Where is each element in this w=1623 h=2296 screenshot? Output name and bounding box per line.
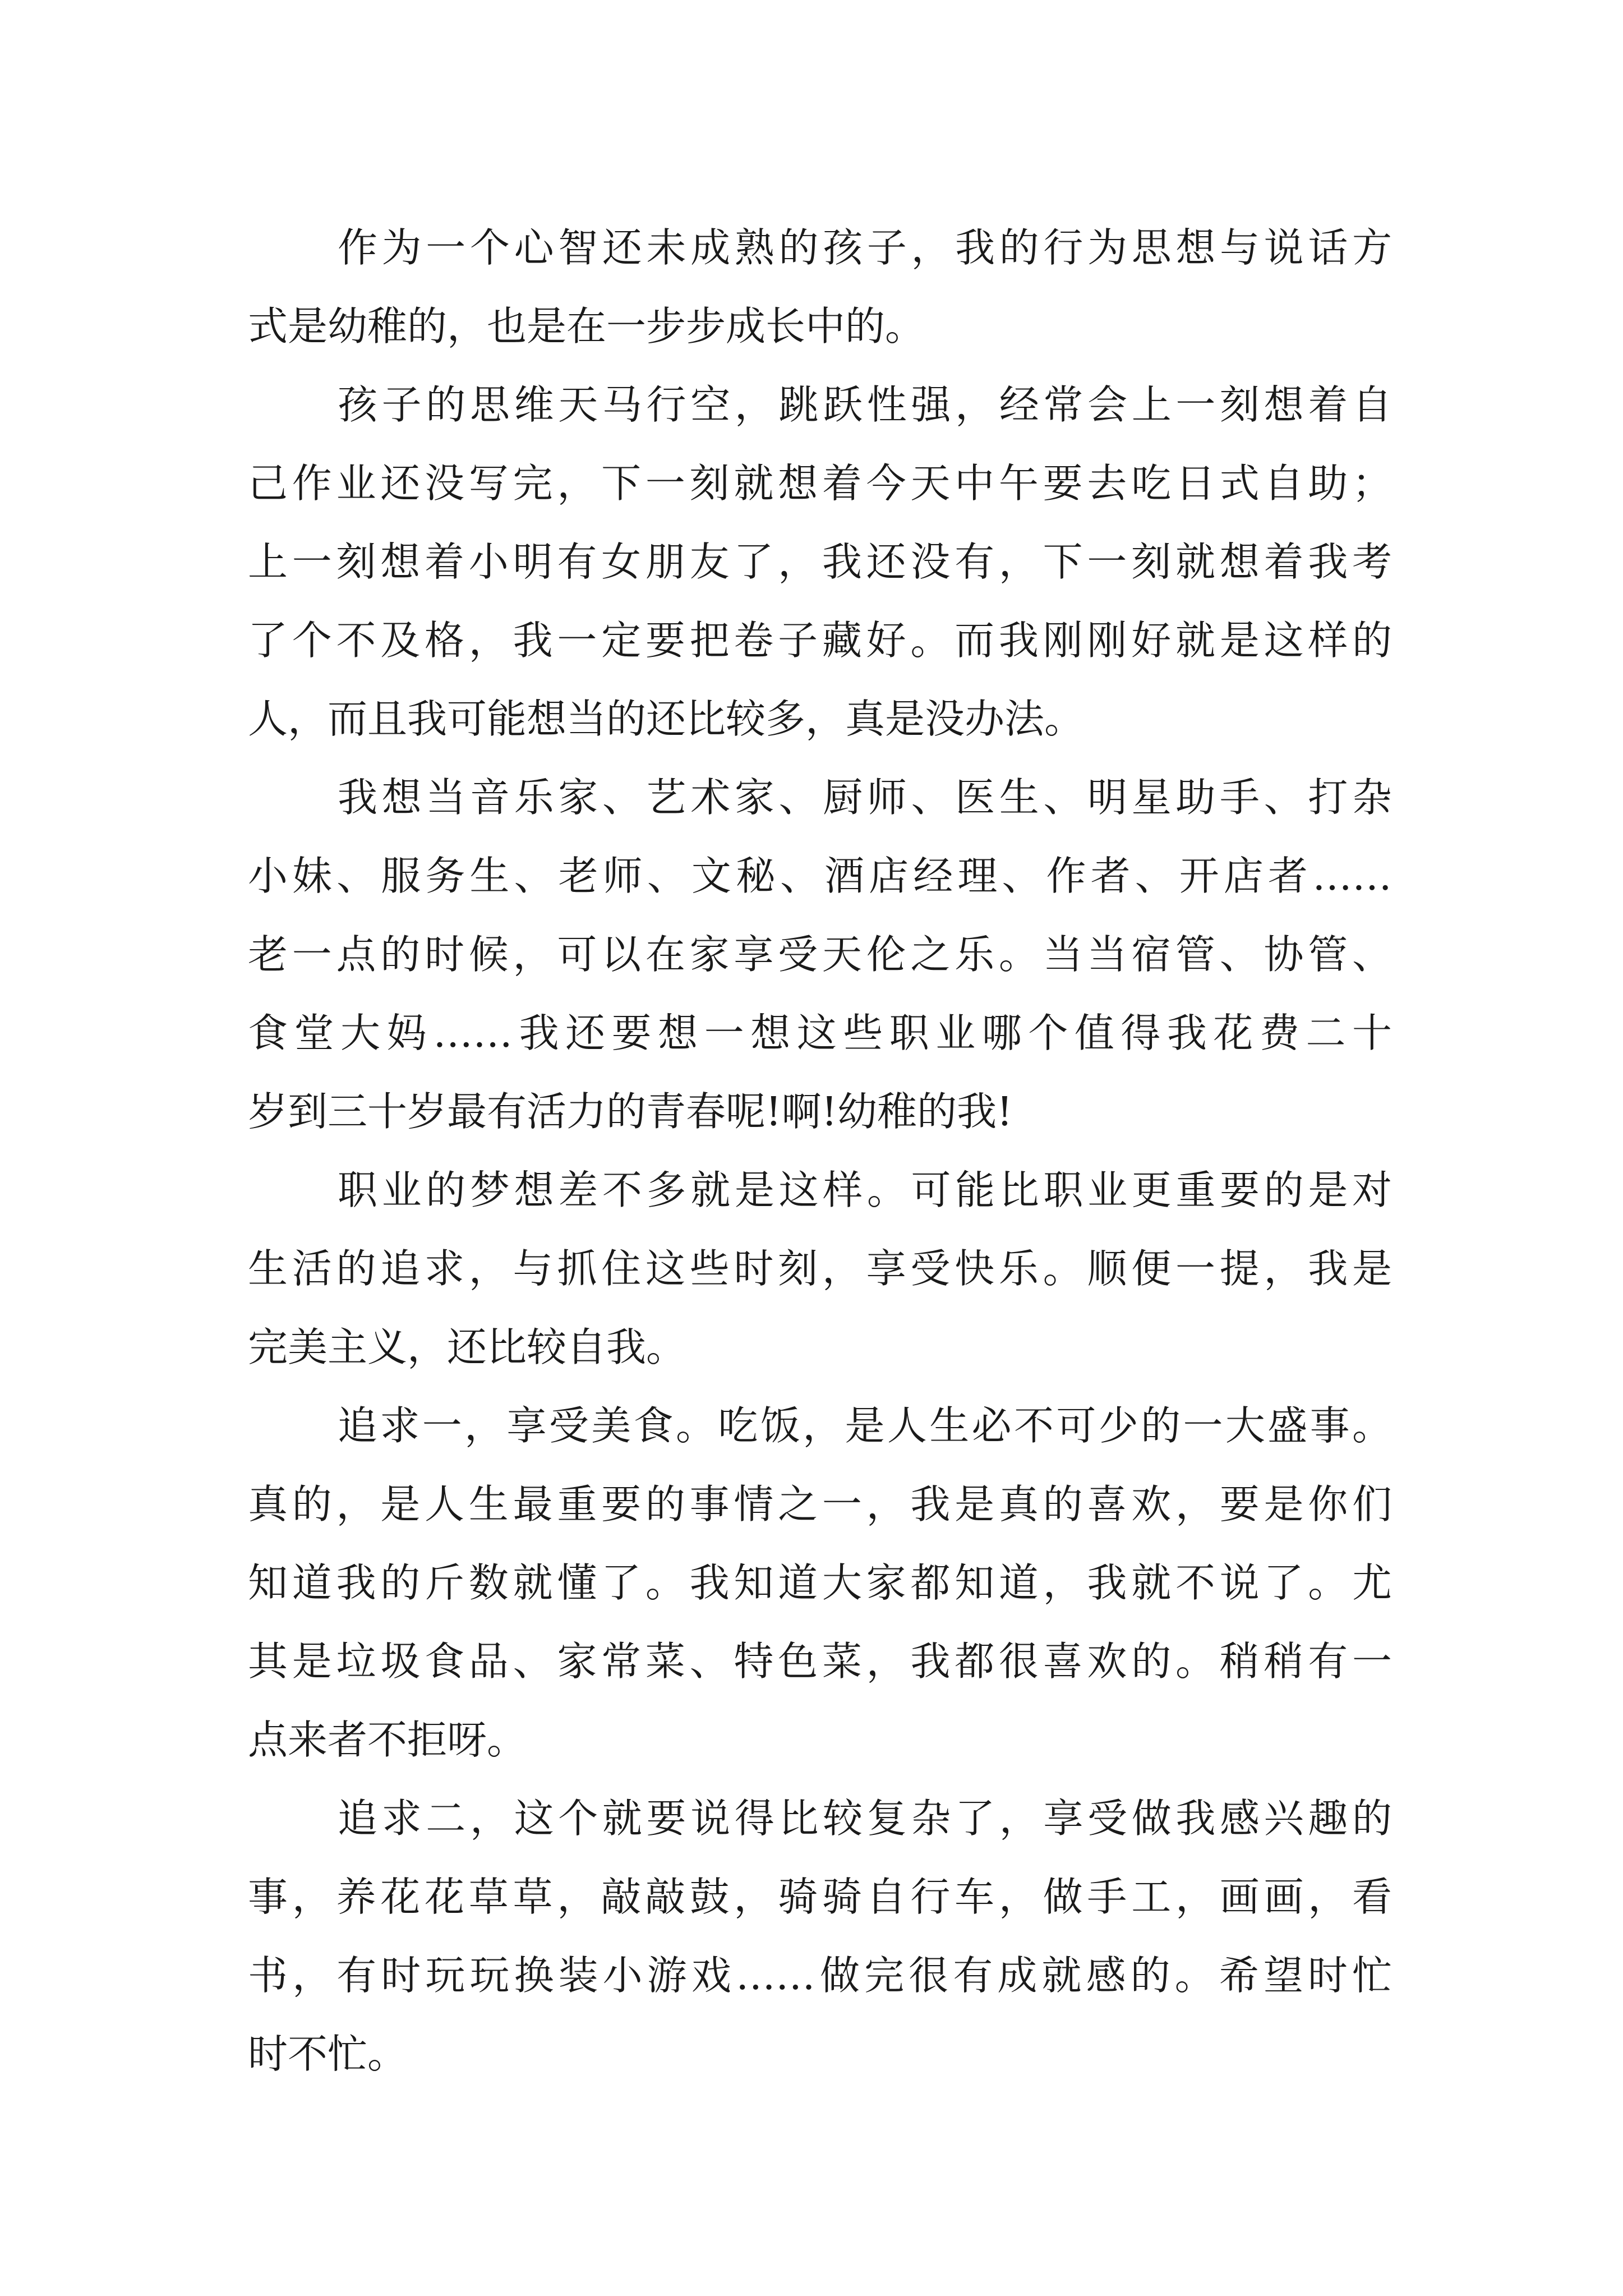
paragraph-5-line-2: 真的，是人生最重要的事情之一，我是真的喜欢，要是你们 <box>248 1481 1392 1527</box>
paragraph-5-line-5: 点来者不拒呀。 <box>248 1717 527 1763</box>
paragraph-2-line-4: 了个不及格，我一定要把卷子藏好。而我刚刚好就是这样的 <box>248 617 1392 664</box>
paragraph-4-line-1: 职业的梦想差不多就是这样。可能比职业更重要的是对 <box>338 1167 1392 1213</box>
paragraph-2-line-3: 上一刻想着小明有女朋友了，我还没有，下一刻就想着我考 <box>248 539 1392 585</box>
paragraph-6-line-1: 追求二，这个就要说得比较复杂了，享受做我感兴趣的 <box>338 1795 1392 1842</box>
paragraph-1-line-2: 式是幼稚的，也是在一步步成长中的。 <box>248 303 925 349</box>
paragraph-6-line-2: 事，养花花草草，敲敲鼓，骑骑自行车，做手工，画画，看 <box>248 1874 1392 1920</box>
paragraph-3-line-3: 老一点的时候，可以在家享受天伦之乐。当当宿管、协管、 <box>248 931 1392 978</box>
paragraph-3-line-4: 食堂大妈……我还要想一想这些职业哪个值得我花费二十 <box>248 1010 1392 1056</box>
paragraph-5-line-1: 追求一，享受美食。吃饭，是人生必不可少的一大盛事。 <box>338 1402 1392 1449</box>
paragraph-4-line-3: 完美主义，还比较自我。 <box>248 1324 686 1370</box>
document-body <box>248 209 1392 2093</box>
paragraph-5-line-4: 其是垃圾食品、家常菜、特色菜，我都很喜欢的。稍稍有一 <box>248 1638 1392 1685</box>
paragraph-2-line-1: 孩子的思维天马行空，跳跃性强，经常会上一刻想着自 <box>338 381 1392 428</box>
paragraph-3-line-1: 我想当音乐家、艺术家、厨师、医生、明星助手、打杂 <box>338 774 1392 821</box>
paragraph-3-line-2: 小妹、服务生、老师、文秘、酒店经理、作者、开店者…… <box>248 853 1392 899</box>
paragraph-2-line-2: 己作业还没写完，下一刻就想着今天中午要去吃日式自助； <box>248 460 1392 507</box>
paragraph-2-line-5: 人，而且我可能想当的还比较多，真是没办法。 <box>248 696 1085 742</box>
paragraph-6-line-3: 书，有时玩玩换装小游戏……做完很有成就感的。希望时忙 <box>248 1952 1392 1999</box>
paragraph-5-line-3: 知道我的斤数就懂了。我知道大家都知道，我就不说了。尤 <box>248 1559 1392 1606</box>
paragraph-4-line-2: 生活的追求，与抓住这些时刻，享受快乐。顺便一提，我是 <box>248 1245 1392 1292</box>
paragraph-1-line-1: 作为一个心智还未成熟的孩子，我的行为思想与说话方 <box>338 224 1392 271</box>
paragraph-6-line-4: 时不忙。 <box>248 2031 408 2077</box>
paragraph-3-line-5: 岁到三十岁最有活力的青春呢!啊!幼稚的我! <box>248 1088 1013 1135</box>
